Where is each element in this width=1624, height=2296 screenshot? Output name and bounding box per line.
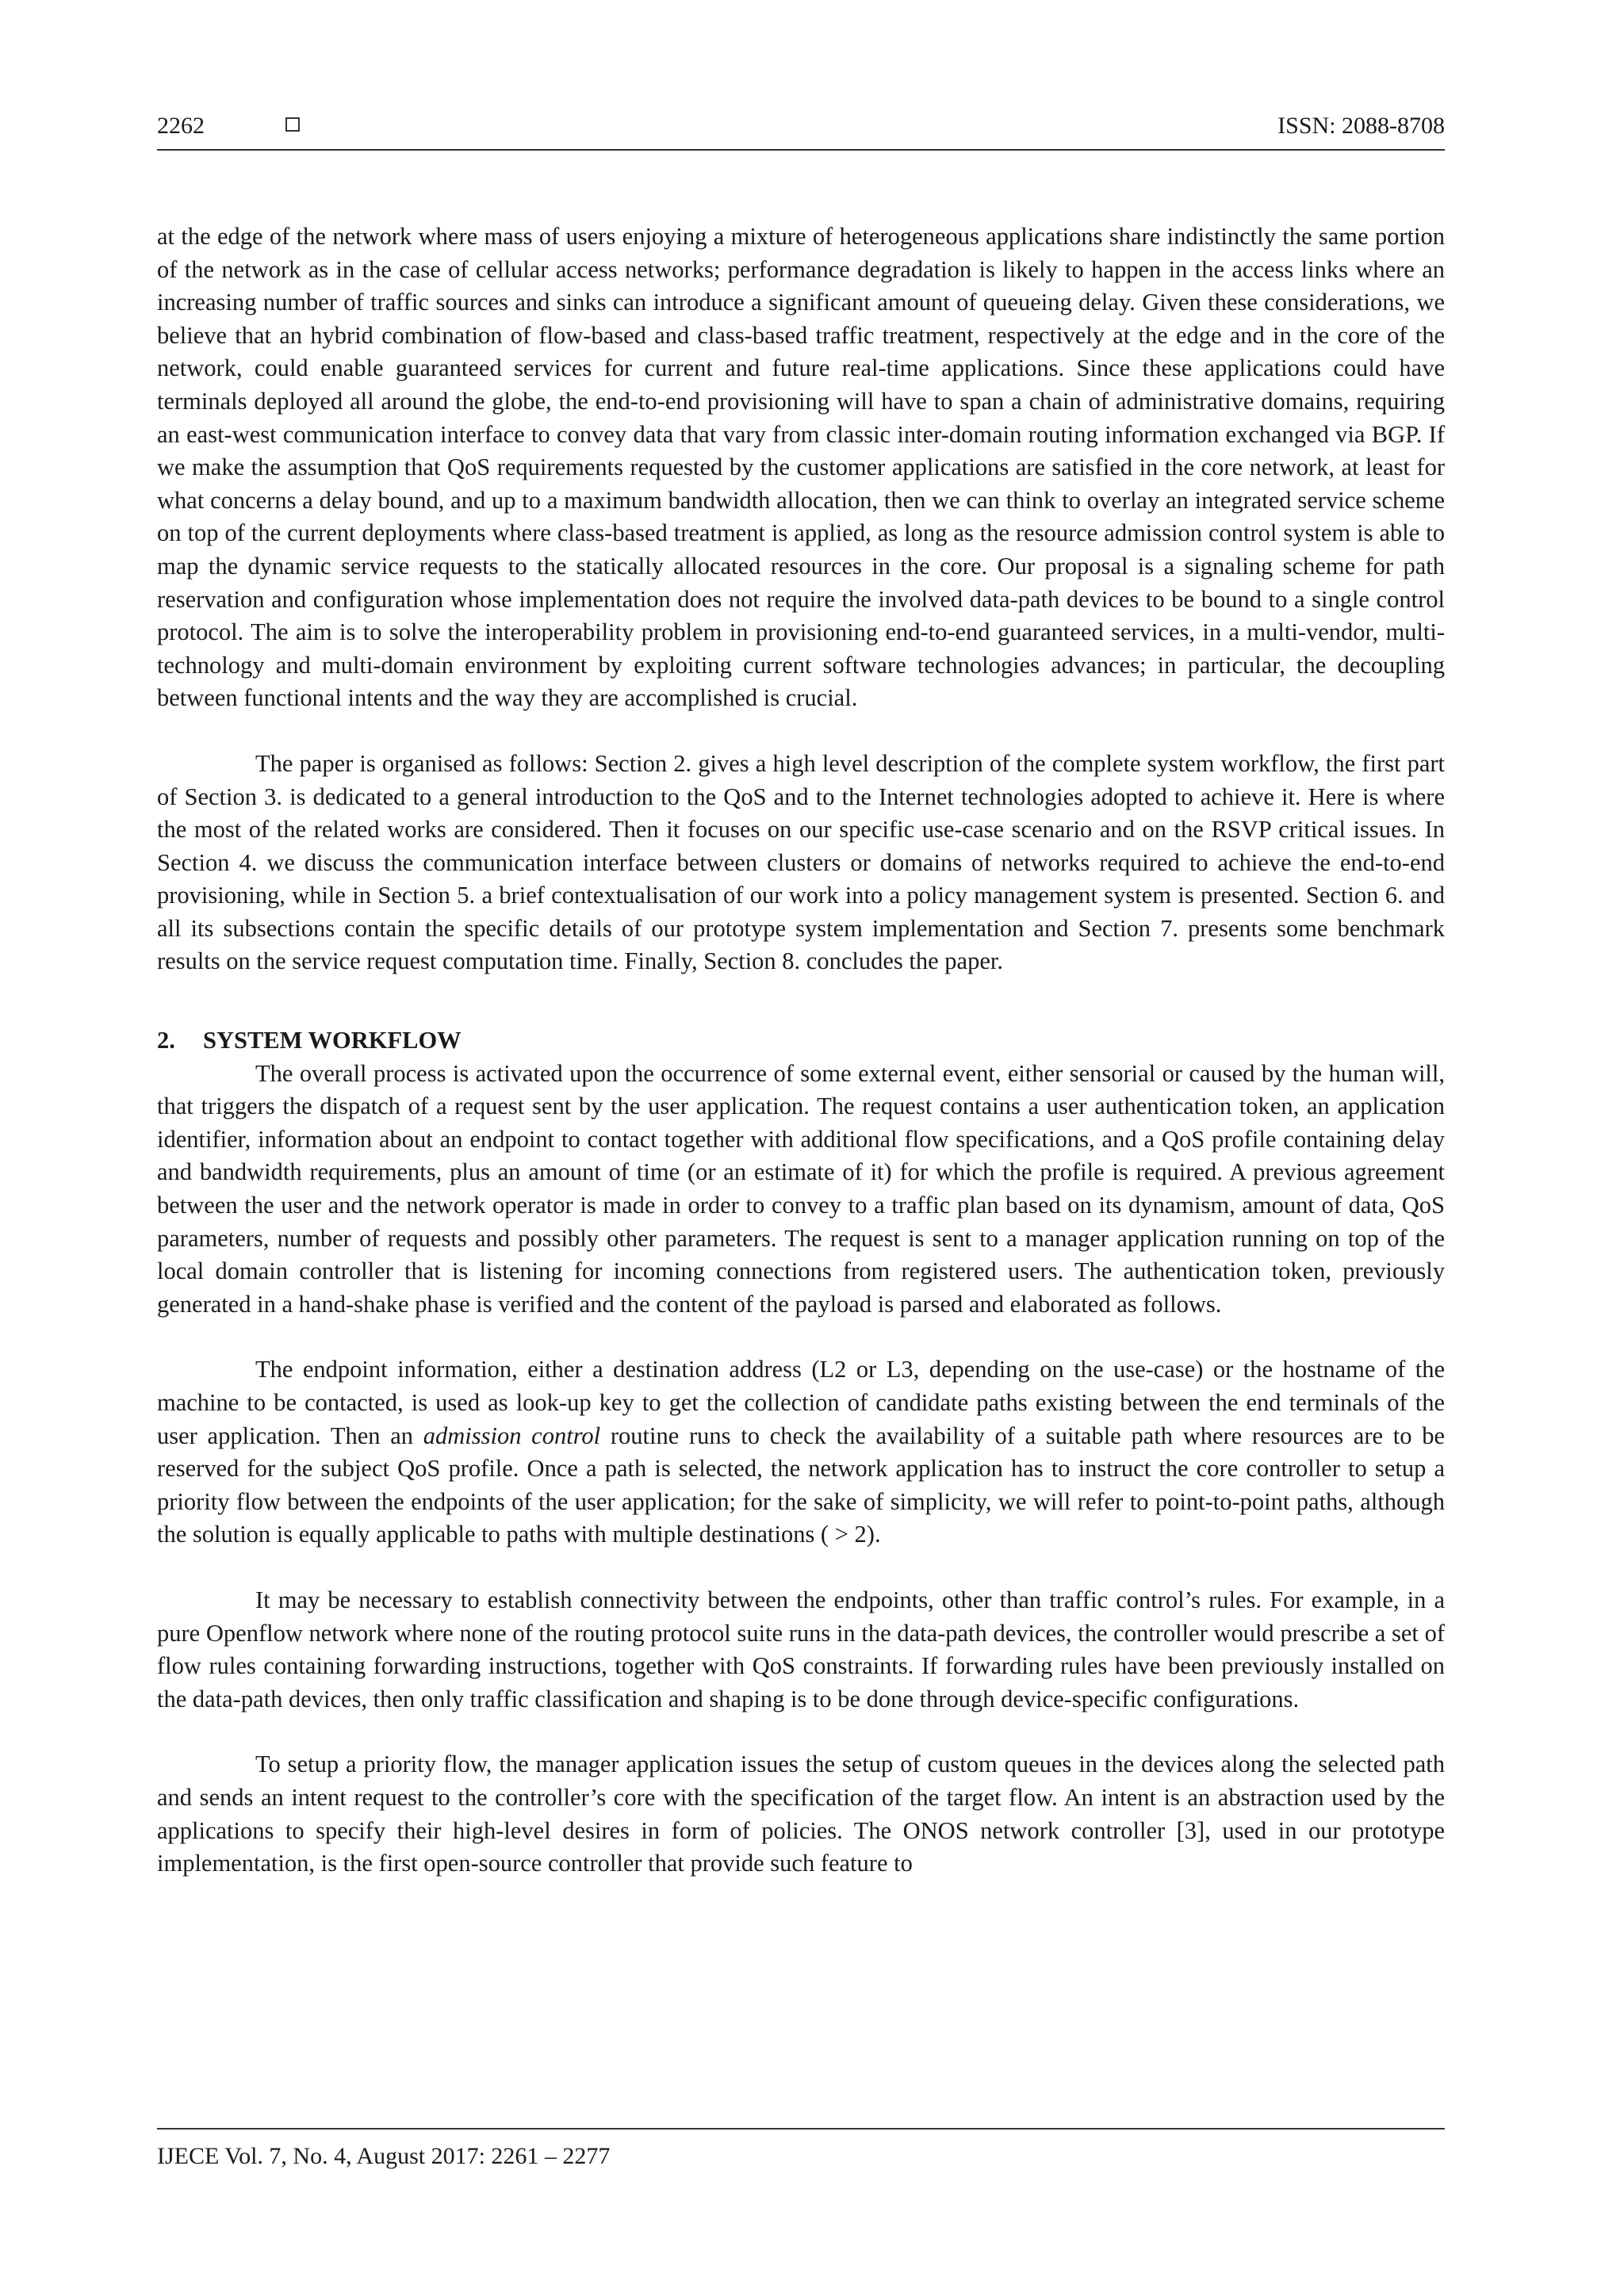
section-heading (157, 1024, 1445, 1058)
emphasis-text: admission control (423, 1422, 601, 1449)
section-title: SYSTEM WORKFLOW (203, 1027, 462, 1054)
paragraph: at the edge of the network where mass of users enjoying a mixture of heterogeneous applications share indistinctly the same portion of the network as in the case of cellular access networks; performance degradation is likely to happen in the access links where an increasing number of traffic sources and sinks can introduce a significant amount of queueing delay. Given these considerations, we believe that an hybrid combination of flow-based and class-based traffic treatment, respectively at the edge and in the core of the network, could enable guaranteed services for current and future real-time applications. Since these applications could have terminals deployed all around the globe, the end-to-end provisioning will have to span a chain of administrative domains, requiring an east-west communication interface to convey data that vary from classic inter-domain routing information exchanged via BGP. If we make the assumption that QoS requirements requested by the customer applications are satisfied in the core network, at least for what concerns a delay bound, and up to a maximum bandwidth allocation, then we can think to overlay an integrated service scheme on top of the current deployments where class-based treatment is applied, as long as the resource admission control system is able to map the dynamic service requests to the statically allocated resources in the core. Our proposal is a signaling scheme for path reservation and configuration whose implementation does not require the involved data-path devices to be bound to a single control protocol. The aim is to solve the interoperability problem in provisioning end-to-end guaranteed services, in a multi-vendor, multi-technology and multi-domain environment by exploiting current software technologies advances; in particular, the decoupling between functional intents and the way they are accomplished is crucial. (157, 223, 1445, 712)
paragraph (157, 1353, 1445, 1552)
page-number: 2262 (157, 113, 205, 139)
square-icon (285, 117, 300, 132)
journal-citation: IJECE Vol. 7, No. 4, August 2017: 2261 – 2277 (157, 2143, 611, 2169)
page-header (157, 113, 1445, 151)
issn-label: ISSN: 2088-8708 (1277, 113, 1445, 139)
page-footer (157, 2128, 1445, 2171)
section-number: 2. (157, 1027, 175, 1054)
body-text (157, 220, 1445, 1881)
paragraph: The overall process is activated upon the occurrence of some external event, either sensorial or caused by the human will, that triggers the dispatch of a request sent by the user application. The request contains a user authentication token, an application identifier, information about an endpoint to contact together with additional flow specifications, and a QoS profile containing delay and bandwidth requirements, plus an amount of time (or an estimate of it) for which the profile is required. A previous agreement between the user and the network operator is made in order to convey to a traffic plan based on its dynamism, amount of data, QoS parameters, number of requests and possibly other parameters. The request is sent to a manager application running on top of the local domain controller that is listening for incoming connections from registered users. The authentication token, previously generated in a hand-shake phase is verified and the content of the payload is parsed and elaborated as follows. (157, 1059, 1445, 1318)
paragraph: It may be necessary to establish connectivity between the endpoints, other than traffic control’s rules. For example, in a pure Openflow network where none of the routing protocol suite runs in the data-path devices, the controller would prescribe a set of flow rules containing forwarding instructions, together with QoS constraints. If forwarding rules have been previously installed on the data-path devices, then only traffic classification and shaping is to be done through device-specific configurations. (157, 1586, 1445, 1712)
paragraph: To setup a priority flow, the manager application issues the setup of custom queues in the devices along the selected path and sends an intent request to the controller’s core with the specification of the target flow. An intent is an abstraction used by the applications to specify their high-level desires in form of policies. The ONOS network controller [3], used in our prototype implementation, is the first open-source controller that provide such feature to (157, 1751, 1445, 1877)
paragraph-text: routine runs to check the availability of a suitable path where resources are to be reserved for the subject QoS profile. Once a path is selected, the network application has to instruct the core controller to setup a priority flow between the endpoints of the user application; for the sake of simplicity, we will refer to point-to-point paths, although the solution is equally applicable to paths with multiple destinations ( > 2). (157, 1422, 1445, 1548)
paragraph-text: The endpoint information, either a destination address (L2 or L3, depending on the use-case) or the hostname of the machine to be contacted, is used as look-up key to get the collection of candidate paths existing between the end terminals of the user application. Then an (157, 1356, 1445, 1449)
paragraph: The paper is organised as follows: Section 2. gives a high level description of the complete system workflow, the first part of Section 3. is dedicated to a general introduction to the QoS and to the Internet technologies adopted to achieve it. Here is where the most of the related works are considered. Then it focuses on our specific use-case scenario and on the RSVP critical issues. In Section 4. we discuss the communication interface between clusters or domains of networks required to achieve the end-to-end provisioning, while in Section 5. a brief contextualisation of our work into a policy management system is presented. Section 6. and all its subsections contain the specific details of our prototype system implementation and Section 7. presents some benchmark results on the service request computation time. Finally, Section 8. concludes the paper. (157, 749, 1445, 975)
